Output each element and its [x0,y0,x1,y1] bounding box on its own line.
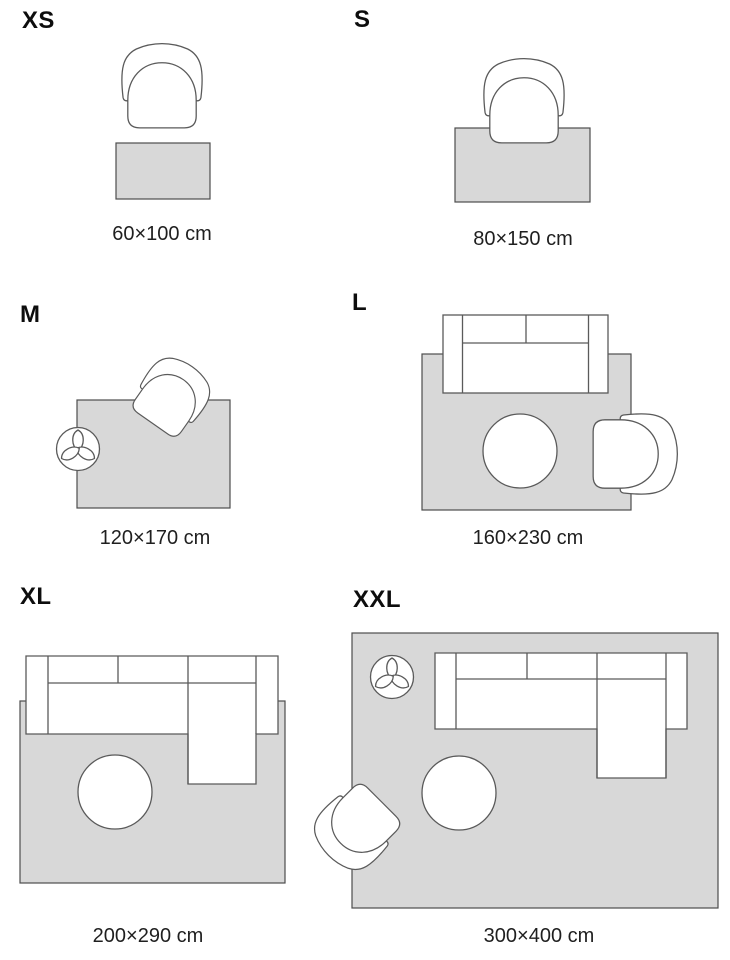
section-m-graphic [57,348,231,508]
section-s-graphic [455,59,590,202]
section-xs-graphic [116,44,210,199]
size-dimensions-m: 120×170 cm [99,527,211,549]
plant-icon [371,656,414,699]
armchair-icon [593,414,677,494]
armchair-icon [484,59,564,143]
size-dimensions-l: 160×230 cm [472,527,584,549]
section-l-graphic [422,315,677,510]
size-dimensions-xl: 200×290 cm [92,925,204,947]
size-label-l: L [352,289,368,316]
armchair-icon [122,44,202,128]
size-label-m: M [20,301,41,328]
size-label-s: S [354,6,371,33]
size-dimensions-s: 80×150 cm [473,228,573,250]
round-table-icon [483,414,557,488]
round-table-icon [78,755,152,829]
round-table-icon [422,756,496,830]
rug-xs [116,143,210,199]
size-dimensions-xxl: 300×400 cm [483,925,595,947]
section-xl-graphic [20,656,285,883]
sofa-icon [443,315,608,393]
size-label-xs: XS [22,7,55,34]
section-xxl-graphic [303,633,718,908]
size-dimensions-xs: 60×100 cm [112,223,212,245]
size-label-xxl: XXL [353,586,401,613]
plant-icon [57,428,100,471]
size-label-xl: XL [20,583,52,610]
